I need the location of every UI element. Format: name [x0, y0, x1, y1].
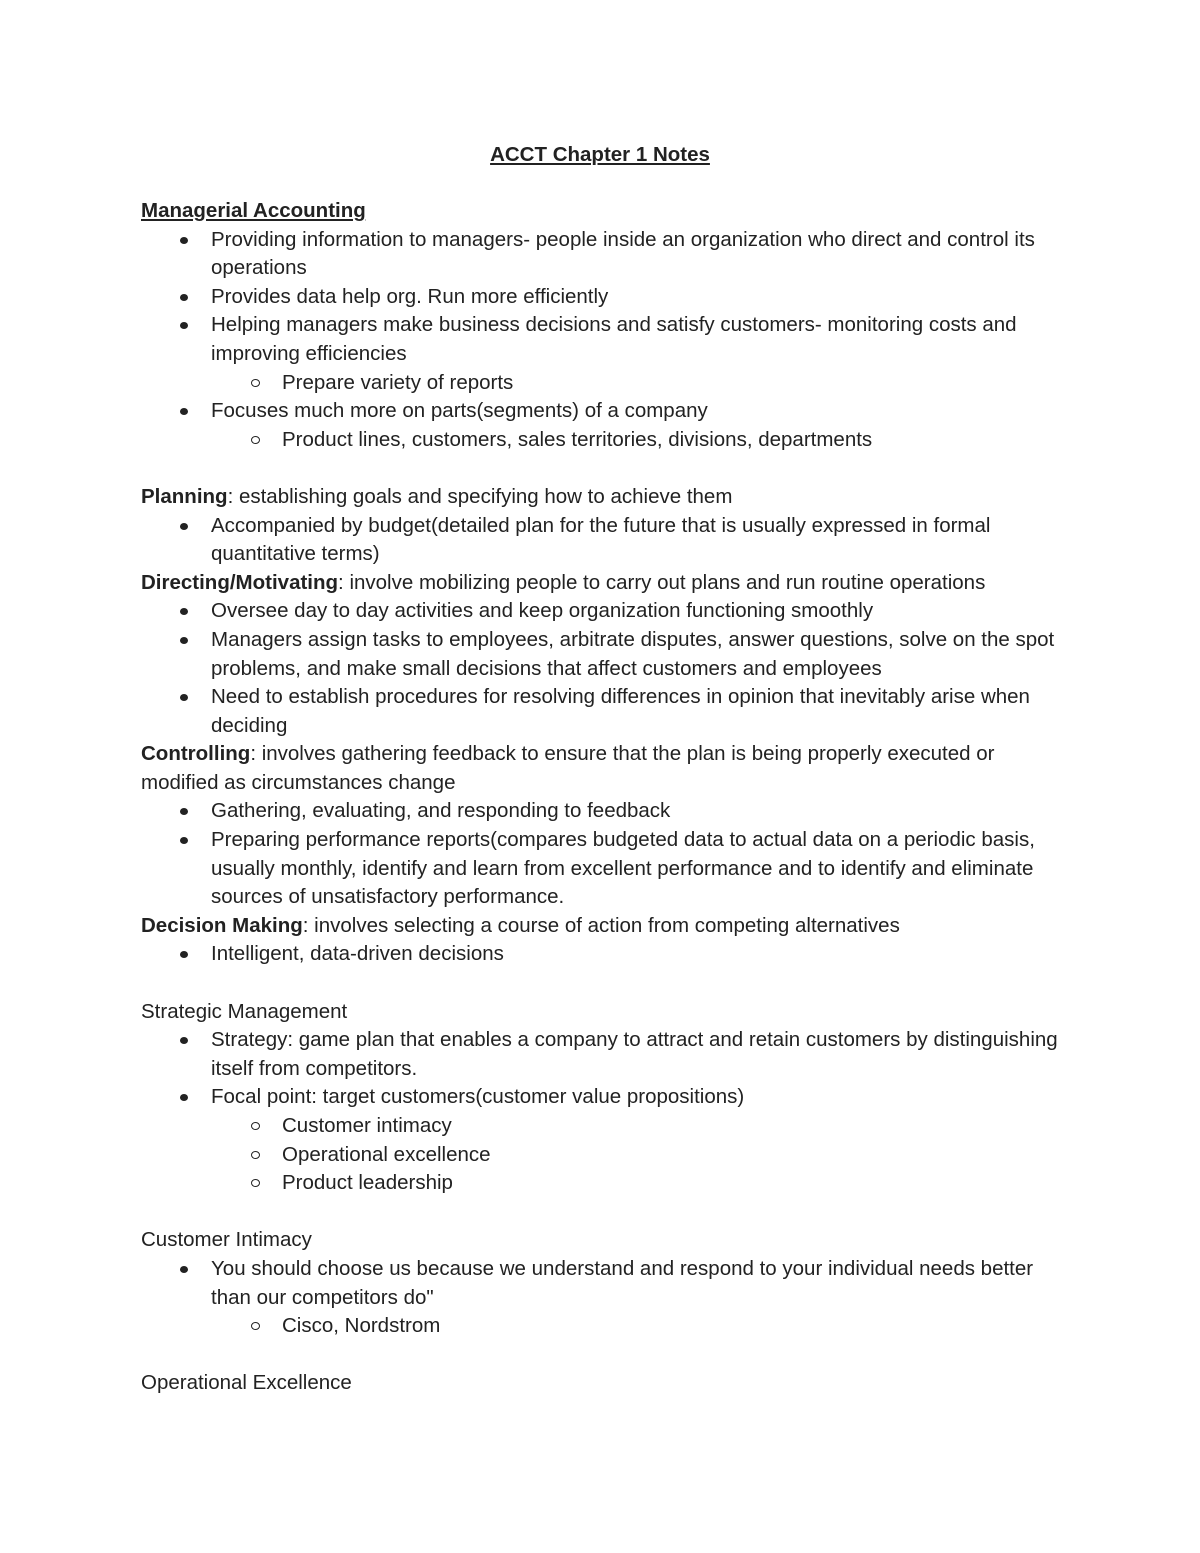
list-item: You should choose us because we understand and respond to your individual needs better than our competitors do" — [141, 1255, 1071, 1312]
document-body — [141, 197, 1071, 1398]
list-item: Managers assign tasks to employees, arbitrate disputes, answer questions, solve on the spot problems, and make small decisions that affect customers and employees — [141, 626, 1071, 683]
strategic-management-heading: Strategic Management — [141, 999, 348, 1023]
bullet-icon — [180, 237, 188, 244]
hollow-bullet-icon — [251, 1179, 260, 1187]
sub-list-item: Product leadership — [141, 1169, 1071, 1198]
list-item: Need to establish procedures for resolving differences in opinion that inevitably arise when deciding — [141, 683, 1071, 740]
hollow-bullet-icon — [251, 1122, 260, 1130]
bullet-icon — [180, 1037, 188, 1044]
list-item: Helping managers make business decisions and satisfy customers- monitoring costs and improving efficiencies — [141, 311, 1071, 368]
hollow-bullet-icon — [251, 436, 260, 444]
list-item: Preparing performance reports(compares budgeted data to actual data on a periodic basis, usually monthly, identify and learn from excellent performance and to identify and eliminate sources of unsatisfactory performance. — [141, 826, 1071, 912]
directing-term: Directing/Motivating — [141, 570, 339, 594]
sub-list-item: Operational excellence — [141, 1141, 1071, 1170]
list-item: Strategy: game plan that enables a company to attract and retain customers by distinguishing itself from competitors. — [141, 1026, 1071, 1083]
bullet-icon — [180, 608, 188, 615]
hollow-bullet-icon — [251, 379, 260, 387]
directing-definition: Directing/Motivating: involve mobilizing people to carry out plans and run routine operations — [141, 570, 986, 594]
decision-making-term: Decision Making — [141, 913, 303, 937]
list-item: Focal point: target customers(customer value propositions) — [141, 1083, 1071, 1112]
operational-excellence-heading: Operational Excellence — [141, 1371, 352, 1395]
decision-making-definition: Decision Making: involves selecting a course of action from competing alternatives — [141, 913, 900, 937]
list-item: Provides data help org. Run more efficiently — [141, 283, 1071, 312]
bullet-icon — [180, 837, 188, 844]
sub-list-item: Prepare variety of reports — [141, 369, 1071, 398]
bullet-icon — [180, 694, 188, 701]
controlling-term: Controlling — [141, 742, 251, 766]
document-title: ACCT Chapter 1 Notes — [490, 143, 710, 166]
bullet-icon — [180, 808, 188, 815]
hollow-bullet-icon — [251, 1322, 260, 1330]
list-item: Oversee day to day activities and keep organization functioning smoothly — [141, 597, 1071, 626]
bullet-icon — [180, 523, 188, 530]
bullet-icon — [180, 322, 188, 329]
hollow-bullet-icon — [251, 1151, 260, 1159]
strategic-management-list — [141, 1026, 1071, 1112]
value-propositions-sublist — [141, 1112, 1071, 1198]
managerial-accounting-heading: Managerial Accounting — [141, 199, 366, 222]
managerial-accounting-list — [141, 226, 1071, 369]
sub-list-item: Cisco, Nordstrom — [141, 1312, 1071, 1341]
customer-intimacy-list — [141, 1255, 1071, 1312]
controlling-list — [141, 797, 1071, 911]
customer-intimacy-heading: Customer Intimacy — [141, 1228, 312, 1252]
bullet-icon — [180, 951, 188, 958]
planning-list — [141, 512, 1071, 569]
list-item: Intelligent, data-driven decisions — [141, 940, 1071, 969]
bullet-icon — [180, 1266, 188, 1273]
bullet-icon — [180, 408, 188, 415]
directing-list — [141, 597, 1071, 740]
list-item: Providing information to managers- people inside an organization who direct and control its operations — [141, 226, 1071, 283]
list-item: Accompanied by budget(detailed plan for the future that is usually expressed in formal quantitative terms) — [141, 512, 1071, 569]
sub-list-item: Product lines, customers, sales territories, divisions, departments — [141, 426, 1071, 455]
list-item: Gathering, evaluating, and responding to feedback — [141, 797, 1071, 826]
sub-list-item: Customer intimacy — [141, 1112, 1071, 1141]
bullet-icon — [180, 637, 188, 644]
decision-making-list — [141, 940, 1071, 969]
controlling-definition: Controlling: involves gathering feedback to ensure that the plan is being properly executed or modified as circumstances change — [141, 742, 995, 794]
planning-definition: Planning: establishing goals and specifying how to achieve them — [141, 484, 733, 508]
bullet-icon — [180, 294, 188, 301]
planning-term: Planning — [141, 484, 228, 508]
managerial-sublist — [141, 369, 1071, 398]
list-item: Focuses much more on parts(segments) of a company — [141, 397, 1071, 426]
bullet-icon — [180, 1094, 188, 1101]
